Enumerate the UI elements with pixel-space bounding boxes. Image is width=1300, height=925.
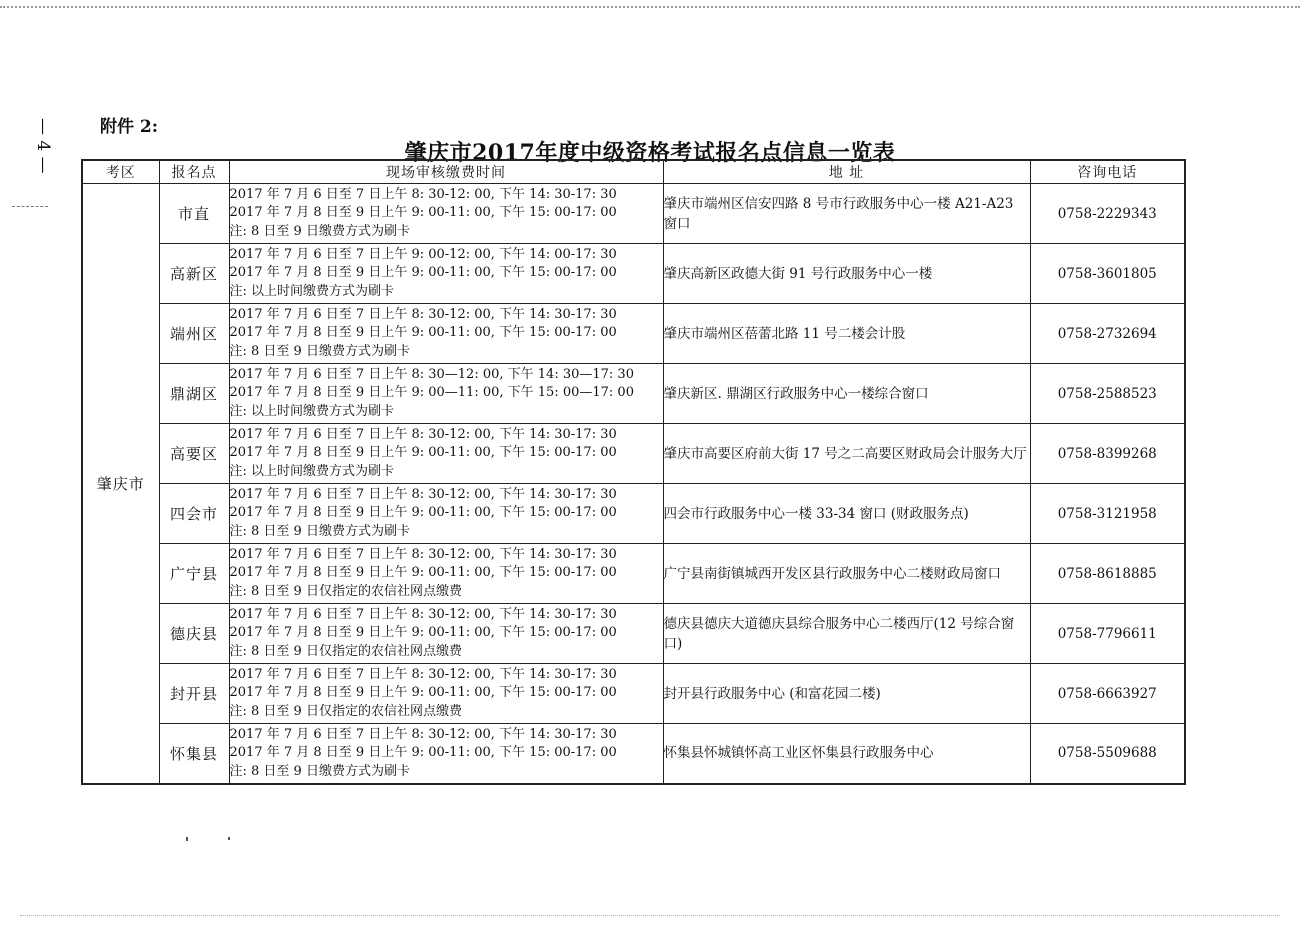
registration-sites-table bbox=[81, 159, 1186, 785]
time-cell bbox=[229, 424, 663, 484]
time-line: 2017 年 7 月 6 日至 7 日上午 8: 30-12: 00, 下午 14: 30-17: 30 bbox=[229, 486, 617, 502]
header-time: 现场审核缴费时间 bbox=[229, 160, 663, 184]
margin-mark bbox=[12, 206, 48, 207]
time-cell bbox=[229, 184, 663, 244]
payment-note: 注: 8 日至 9 日缴费方式为刷卡 bbox=[229, 343, 410, 359]
site-cell: 端州区 bbox=[159, 304, 229, 364]
region-cell: 肇庆市 bbox=[82, 184, 159, 784]
time-cell bbox=[229, 244, 663, 304]
time-cell bbox=[229, 304, 663, 364]
table-row bbox=[82, 664, 1185, 724]
table-row bbox=[82, 724, 1185, 784]
scan-edge-top bbox=[0, 6, 1300, 8]
phone-cell: 0758-6663927 bbox=[1030, 664, 1185, 724]
phone-cell: 0758-2588523 bbox=[1030, 364, 1185, 424]
site-cell: 高要区 bbox=[159, 424, 229, 484]
table-row bbox=[82, 484, 1185, 544]
address-cell: 德庆县德庆大道德庆县综合服务中心二楼西厅(12 号综合窗口) bbox=[663, 604, 1030, 664]
payment-note: 注: 8 日至 9 日缴费方式为刷卡 bbox=[229, 523, 410, 539]
time-line: 2017 年 7 月 6 日至 7 日上午 8: 30-12: 00, 下午 14: 30-17: 30 bbox=[229, 426, 617, 442]
payment-note: 注: 以上时间缴费方式为刷卡 bbox=[229, 463, 395, 479]
attachment-label: 附件 2: bbox=[100, 117, 159, 137]
table-row bbox=[82, 184, 1185, 244]
address-cell: 怀集县怀城镇怀高工业区怀集县行政服务中心 bbox=[663, 724, 1030, 784]
site-cell: 广宁县 bbox=[159, 544, 229, 604]
site-cell: 高新区 bbox=[159, 244, 229, 304]
time-line: 2017 年 7 月 8 日至 9 日上午 9: 00-11: 00, 下午 15: 00-17: 00 bbox=[229, 205, 617, 221]
time-line: 2017 年 7 月 8 日至 9 日上午 9: 00-11: 00, 下午 15: 00-17: 00 bbox=[229, 745, 617, 760]
time-line: 2017 年 7 月 8 日至 9 日上午 9: 00—11: 00, 下午 15: 00—17: 00 bbox=[229, 385, 634, 401]
address-cell: 广宁县南街镇城西开发区县行政服务中心二楼财政局窗口 bbox=[663, 544, 1030, 604]
address-cell: 肇庆市端州区信安四路 8 号市行政服务中心一楼 A21-A23 窗口 bbox=[663, 184, 1030, 244]
time-line: 2017 年 7 月 8 日至 9 日上午 9: 00-11: 00, 下午 15: 00-17: 00 bbox=[229, 685, 617, 701]
time-cell bbox=[229, 544, 663, 604]
phone-cell: 0758-7796611 bbox=[1030, 604, 1185, 664]
table-row bbox=[82, 304, 1185, 364]
header-address: 地 址 bbox=[663, 160, 1030, 184]
table-row bbox=[82, 544, 1185, 604]
time-line: 2017 年 7 月 6 日至 7 日上午 8: 30-12: 00, 下午 14: 30-17: 30 bbox=[229, 546, 617, 562]
time-line: 2017 年 7 月 8 日至 9 日上午 9: 00-11: 00, 下午 15: 00-17: 00 bbox=[229, 505, 617, 521]
phone-cell: 0758-3121958 bbox=[1030, 484, 1185, 544]
site-cell: 怀集县 bbox=[159, 724, 229, 784]
header-phone: 咨询电话 bbox=[1030, 160, 1185, 184]
page-number: — 4 — bbox=[33, 118, 53, 174]
payment-note: 注: 8 日至 9 日缴费方式为刷卡 bbox=[229, 223, 410, 239]
page-title: 肇庆市2017年度中级资格考试报名点信息一览表 bbox=[404, 140, 896, 166]
time-line: 2017 年 7 月 8 日至 9 日上午 9: 00-11: 00, 下午 15: 00-17: 00 bbox=[229, 325, 617, 341]
table-header-row bbox=[82, 160, 1185, 184]
phone-cell: 0758-5509688 bbox=[1030, 724, 1185, 784]
address-cell: 四会市行政服务中心一楼 33-34 窗口 (财政服务点) bbox=[663, 484, 1030, 544]
address-cell: 肇庆市高要区府前大街 17 号之二高要区财政局会计服务大厅 bbox=[663, 424, 1030, 484]
phone-cell: 0758-3601805 bbox=[1030, 244, 1185, 304]
time-line: 2017 年 7 月 6 日至 7 日上午 8: 30-12: 00, 下午 14: 30-17: 30 bbox=[229, 666, 617, 682]
phone-cell: 0758-8618885 bbox=[1030, 544, 1185, 604]
address-cell: 肇庆高新区政德大街 91 号行政服务中心一楼 bbox=[663, 244, 1030, 304]
time-cell bbox=[229, 604, 663, 664]
site-cell: 鼎湖区 bbox=[159, 364, 229, 424]
time-line: 2017 年 7 月 6 日至 7 日上午 8: 30—12: 00, 下午 14: 30—17: 30 bbox=[229, 366, 634, 382]
payment-note: 注: 8 日至 9 日缴费方式为刷卡 bbox=[229, 763, 410, 779]
payment-note: 注: 以上时间缴费方式为刷卡 bbox=[229, 283, 395, 299]
time-line: 2017 年 7 月 8 日至 9 日上午 9: 00-11: 00, 下午 15: 00-17: 00 bbox=[229, 265, 617, 281]
time-line: 2017 年 7 月 6 日至 7 日上午 8: 30-12: 00, 下午 14: 30-17: 30 bbox=[229, 186, 617, 202]
site-cell: 市直 bbox=[159, 184, 229, 244]
table-row bbox=[82, 364, 1185, 424]
time-line: 2017 年 7 月 8 日至 9 日上午 9: 00-11: 00, 下午 15: 00-17: 00 bbox=[229, 625, 617, 641]
phone-cell: 0758-2229343 bbox=[1030, 184, 1185, 244]
site-cell: 德庆县 bbox=[159, 604, 229, 664]
time-cell bbox=[229, 724, 663, 784]
address-cell: 封开县行政服务中心 (和富花园二楼) bbox=[663, 664, 1030, 724]
payment-note: 注: 8 日至 9 日仅指定的农信社网点缴费 bbox=[229, 583, 462, 599]
time-line: 2017 年 7 月 6 日至 7 日上午 9: 00-12: 00, 下午 14: 00-17: 30 bbox=[229, 246, 617, 262]
scan-speck bbox=[228, 837, 230, 840]
time-line: 2017 年 7 月 6 日至 7 日上午 8: 30-12: 00, 下午 14: 30-17: 30 bbox=[229, 726, 617, 742]
header-site: 报名点 bbox=[159, 160, 229, 184]
time-cell bbox=[229, 664, 663, 724]
table-row bbox=[82, 244, 1185, 304]
table-body bbox=[82, 184, 1185, 784]
payment-note: 注: 8 日至 9 日仅指定的农信社网点缴费 bbox=[229, 703, 462, 719]
table-row bbox=[82, 424, 1185, 484]
time-cell bbox=[229, 484, 663, 544]
site-cell: 封开县 bbox=[159, 664, 229, 724]
address-cell: 肇庆市端州区蓓蕾北路 11 号二楼会计股 bbox=[663, 304, 1030, 364]
time-cell bbox=[229, 364, 663, 424]
address-cell: 肇庆新区. 鼎湖区行政服务中心一楼综合窗口 bbox=[663, 364, 1030, 424]
phone-cell: 0758-2732694 bbox=[1030, 304, 1185, 364]
scan-speck bbox=[186, 837, 188, 841]
header-region: 考区 bbox=[82, 160, 159, 184]
scan-edge-bottom bbox=[20, 915, 1280, 916]
table-row bbox=[82, 604, 1185, 664]
time-line: 2017 年 7 月 8 日至 9 日上午 9: 00-11: 00, 下午 15: 00-17: 00 bbox=[229, 445, 617, 461]
phone-cell: 0758-8399268 bbox=[1030, 424, 1185, 484]
time-line: 2017 年 7 月 6 日至 7 日上午 8: 30-12: 00, 下午 14: 30-17: 30 bbox=[229, 306, 617, 322]
time-line: 2017 年 7 月 8 日至 9 日上午 9: 00-11: 00, 下午 15: 00-17: 00 bbox=[229, 565, 617, 581]
time-line: 2017 年 7 月 6 日至 7 日上午 8: 30-12: 00, 下午 14: 30-17: 30 bbox=[229, 606, 617, 622]
payment-note: 注: 以上时间缴费方式为刷卡 bbox=[229, 403, 395, 419]
site-cell: 四会市 bbox=[159, 484, 229, 544]
payment-note: 注: 8 日至 9 日仅指定的农信社网点缴费 bbox=[229, 643, 462, 659]
